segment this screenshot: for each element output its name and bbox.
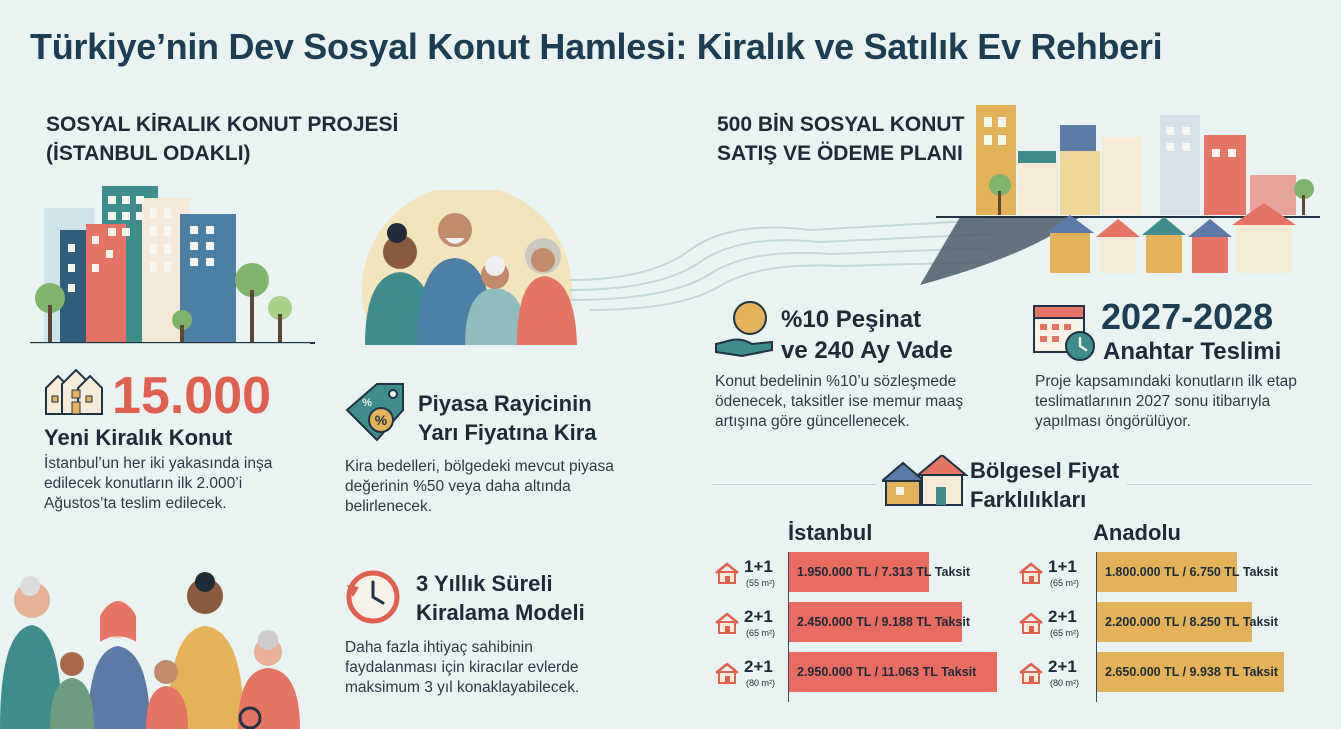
- room-type-label: 2+1: [1048, 607, 1077, 626]
- price-bar-label: 2.650.000 TL / 9.938 TL Taksit: [1105, 665, 1279, 679]
- delivery-years: 2027-2028: [1101, 296, 1274, 337]
- delivery-description: Proje kapsamındaki konutların ilk etap teslimatlarının 2027 sonu itibarıyla yapılması öngörülüyor.: [1035, 373, 1297, 430]
- room-area-label: (80 m²): [1050, 678, 1079, 688]
- price-bar-label: 1.950.000 TL / 7.313 TL Taksit: [797, 565, 971, 579]
- rental-count-label: Yeni Kiralık Konut: [44, 425, 233, 450]
- house-icon: [1018, 612, 1044, 634]
- svg-text:%: %: [362, 397, 372, 409]
- city-buildings-illustration: [30, 180, 315, 345]
- room-type-label: 2+1: [744, 607, 773, 626]
- regional-price-title-line2: Farklılıkları: [970, 487, 1087, 512]
- price-bar-label: 1.800.000 TL / 6.750 TL Taksit: [1105, 565, 1279, 579]
- left-divider: [30, 343, 310, 344]
- room-area-label: (80 m²): [746, 678, 775, 688]
- rental-count-description: İstanbul’un her iki yakasında inşa edilecek konutların ilk 2.000’i Ağustos’ta teslim edilecek.: [44, 455, 273, 512]
- half-price-rent-title-line2: Yarı Fiyatına Kira: [418, 420, 597, 445]
- right-heading-line1: 500 BİN SOSYAL KONUT: [717, 113, 965, 136]
- half-price-rent-title: [418, 389, 597, 447]
- house-icon: [714, 662, 740, 684]
- anadolu-column-title: Anadolu: [1093, 520, 1181, 545]
- price-bar-label: 2.950.000 TL / 11.063 TL Taksit: [797, 665, 977, 679]
- people-group-illustration: [0, 560, 330, 729]
- three-year-rental-title: [416, 569, 585, 627]
- housing-road-illustration: [920, 105, 1320, 285]
- room-type-label: 2+1: [744, 657, 773, 676]
- regional-price-title-line1: Bölgesel Fiyat: [970, 458, 1120, 483]
- calendar-clock-icon: [1032, 300, 1098, 362]
- house-icon: [714, 562, 740, 584]
- room-area-label: (65 m²): [1050, 628, 1079, 638]
- house-icon: [714, 612, 740, 634]
- room-type-label: 1+1: [1048, 557, 1077, 576]
- three-year-rental-title-line2: Kiralama Modeli: [416, 600, 585, 625]
- three-year-rental-title-line1: 3 Yıllık Süreli: [416, 571, 553, 596]
- room-area-label: (65 m²): [746, 628, 775, 638]
- houses-pair-icon: [876, 455, 974, 507]
- price-bar-label: 2.200.000 TL / 8.250 TL Taksit: [1105, 615, 1279, 629]
- rental-count-number: 15.000: [112, 367, 272, 425]
- istanbul-price-chart: [712, 552, 1012, 702]
- coin-hand-icon: [712, 300, 776, 360]
- houses-icon: [44, 366, 104, 416]
- half-price-rent-description: Kira bedelleri, bölgedeki mevcut piyasa değerinin %50 veya daha altında belirlenecek.: [345, 458, 614, 515]
- house-icon: [1018, 562, 1044, 584]
- down-payment-description: Konut bedelinin %10’u sözleşmede ödenecek, taksitler ise memur maaş artışına göre güncellenecek.: [715, 373, 964, 430]
- left-section-heading: [46, 110, 398, 168]
- left-heading-line1: SOSYAL KİRALIK KONUT PROJESİ: [46, 113, 399, 136]
- room-area-label: (65 m²): [1050, 578, 1079, 588]
- half-price-rent-title-line1: Piyasa Rayicinin: [418, 391, 592, 416]
- down-payment-title-line2: ve 240 Ay Vade: [781, 337, 953, 364]
- down-payment-title-line1: %10 Peşinat: [781, 306, 922, 333]
- right-heading-line2: SATIŞ VE ÖDEME PLANI: [717, 142, 963, 165]
- family-illustration: [345, 190, 590, 345]
- delivery-label: Anahtar Teslimi: [1103, 338, 1282, 365]
- percent-tag-icon: [343, 380, 409, 446]
- room-type-label: 1+1: [744, 557, 773, 576]
- down-payment-title: [781, 304, 953, 366]
- room-type-label: 2+1: [1048, 657, 1077, 676]
- three-year-rental-description: Daha fazla ihtiyaç sahibinin faydalanması için kiracılar evlerde maksimum 3 yıl konaklayabilecek.: [345, 639, 580, 696]
- regional-price-title: [970, 456, 1127, 514]
- istanbul-column-title: İstanbul: [788, 520, 873, 545]
- page-title: Türkiye’nin Dev Sosyal Konut Hamlesi: Kiralık ve Satılık Ev Rehberi: [30, 26, 1163, 67]
- clock-icon: [343, 567, 403, 627]
- house-icon: [1018, 662, 1044, 684]
- left-heading-line2: (İSTANBUL ODAKLI): [46, 142, 251, 165]
- price-bar-label: 2.450.000 TL / 9.188 TL Taksit: [797, 615, 971, 629]
- room-area-label: (55 m²): [746, 578, 775, 588]
- anadolu-price-chart: [1016, 552, 1326, 702]
- svg-text:%: %: [374, 412, 388, 428]
